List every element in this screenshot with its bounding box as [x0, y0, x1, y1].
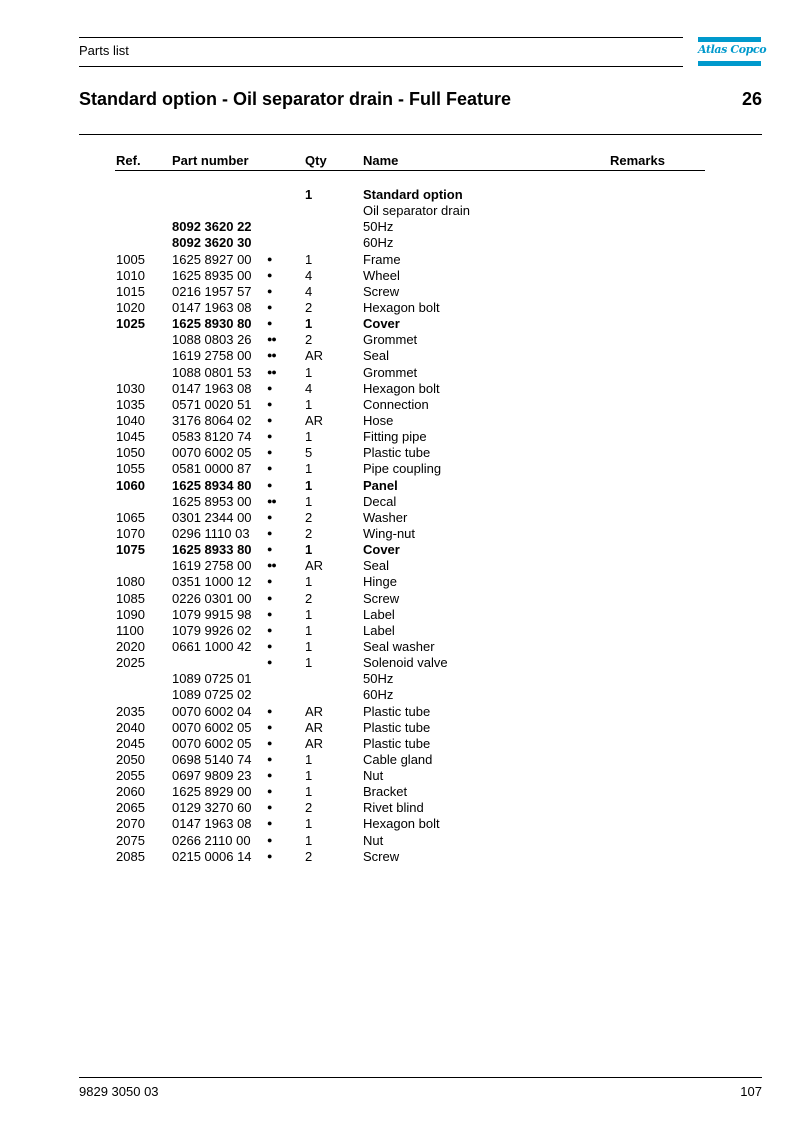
cell-name: Bracket [363, 784, 408, 800]
cell-name: Connection [363, 396, 429, 412]
cell-name: Seal washer [363, 638, 435, 654]
cell-part-number: 0581 0000 87 [172, 461, 252, 477]
cell-part-number: 1619 2758 00 [172, 558, 252, 574]
cell-part-number: 1079 9926 02 [172, 622, 252, 638]
cell-name: Grommet [363, 332, 418, 348]
cell-name: 60Hz [363, 687, 394, 703]
table-row [0, 429, 800, 445]
cell-qty: 1 [305, 622, 313, 638]
cell-name: Hexagon bolt [363, 816, 440, 832]
cell-qty: AR [305, 558, 324, 574]
table-row [0, 300, 800, 316]
level-indicator: ● [267, 253, 272, 264]
cell-name: Label [363, 606, 395, 622]
cell-part-number: 1088 0801 53 [172, 364, 252, 380]
cell-qty: 1 [305, 832, 313, 848]
level-indicator: ●● [267, 350, 276, 361]
cell-ref: 1100 [116, 622, 144, 638]
cell-qty: 1 [305, 251, 313, 267]
cell-name: Decal [363, 493, 397, 509]
cell-part-number: 1625 8953 00 [172, 493, 252, 509]
cell-part-number: 0301 2344 00 [172, 509, 252, 525]
table-row [0, 655, 800, 671]
table-row [0, 365, 800, 381]
table-row [0, 574, 800, 590]
level-indicator: ● [267, 737, 272, 748]
cell-qty: 1 [305, 429, 313, 445]
cell-name: Plastic tube [363, 719, 431, 735]
cell-ref: 1060 [116, 477, 145, 493]
cell-name: Cover [363, 542, 400, 558]
cell-part-number: 0216 1957 57 [172, 283, 252, 299]
cell-qty: 1 [305, 655, 313, 671]
logo-bar-bottom [698, 61, 761, 66]
document-number: 9829 3050 03 [79, 1084, 159, 1099]
table-row [0, 526, 800, 542]
cell-qty: 1 [305, 768, 313, 784]
cell-name: Solenoid valve [363, 655, 448, 671]
cell-ref: 1080 [116, 574, 145, 590]
cell-ref: 1070 [116, 525, 145, 541]
column-header-qty: Qty [305, 153, 327, 168]
cell-qty: AR [305, 703, 324, 719]
cell-ref: 1025 [116, 316, 145, 332]
cell-qty: 4 [305, 380, 313, 396]
cell-ref: 2035 [116, 703, 145, 719]
cell-part-number: 1088 0803 26 [172, 332, 252, 348]
cell-part-number: 1625 8929 00 [172, 784, 252, 800]
page-number: 107 [740, 1084, 762, 1099]
cell-name: Wheel [363, 267, 400, 283]
cell-qty: 2 [305, 525, 313, 541]
cell-name: Hexagon bolt [363, 380, 440, 396]
cell-ref: 1075 [116, 542, 145, 558]
table-row [0, 623, 800, 639]
footer-rule [79, 1077, 762, 1078]
header-rule-top [79, 37, 683, 38]
level-indicator: ● [267, 818, 272, 829]
level-indicator: ● [267, 657, 272, 668]
cell-ref: 1040 [116, 412, 145, 428]
table-row [0, 591, 800, 607]
table-row [0, 348, 800, 364]
cell-qty: 1 [305, 542, 313, 558]
title-rule [79, 134, 762, 135]
cell-part-number: 0661 1000 42 [172, 638, 252, 654]
level-indicator: ● [267, 527, 272, 538]
column-header-remarks: Remarks [610, 153, 665, 168]
cell-qty: 2 [305, 299, 313, 315]
cell-ref: 2055 [116, 768, 145, 784]
cell-ref: 1045 [116, 429, 145, 445]
table-row [0, 235, 800, 251]
table-row [0, 558, 800, 574]
cell-name: Screw [363, 848, 400, 864]
table-row [0, 252, 800, 268]
cell-ref: 2045 [116, 735, 145, 751]
level-indicator: ● [267, 431, 272, 442]
header-rule-bottom [79, 66, 683, 67]
table-row [0, 816, 800, 832]
cell-name: Hinge [363, 574, 397, 590]
cell-ref: 2060 [116, 784, 145, 800]
level-indicator: ● [267, 479, 272, 490]
level-indicator: ● [267, 834, 272, 845]
cell-ref: 1015 [116, 283, 145, 299]
cell-name: Plastic tube [363, 735, 431, 751]
cell-part-number: 0698 5140 74 [172, 751, 252, 767]
cell-part-number: 0266 2110 00 [172, 832, 251, 848]
cell-name: Hexagon bolt [363, 299, 440, 315]
level-indicator: ● [267, 463, 272, 474]
level-indicator: ● [267, 382, 272, 393]
cell-part-number: 1625 8935 00 [172, 267, 252, 283]
cell-name: Wing-nut [363, 525, 416, 541]
cell-ref: 1005 [116, 251, 145, 267]
cell-part-number: 8092 3620 30 [172, 235, 252, 251]
level-indicator: ● [267, 301, 272, 312]
cell-part-number: 3176 8064 02 [172, 412, 252, 428]
cell-part-number: 8092 3620 22 [172, 219, 252, 235]
cell-qty: 1 [305, 493, 313, 509]
cell-qty: 1 [305, 751, 313, 767]
cell-ref: 2025 [116, 655, 145, 671]
cell-part-number: 0147 1963 08 [172, 299, 252, 315]
cell-qty: AR [305, 412, 324, 428]
table-row [0, 413, 800, 429]
cell-ref: 2075 [116, 832, 145, 848]
section-number: 26 [741, 89, 762, 109]
level-indicator: ● [267, 414, 272, 425]
table-row [0, 720, 800, 736]
level-indicator: ● [267, 511, 272, 522]
level-indicator: ● [267, 770, 272, 781]
cell-part-number: 0571 0020 51 [172, 396, 252, 412]
cell-ref: 2050 [116, 751, 145, 767]
page-title: Standard option - Oil separator drain - Full Feature [79, 89, 512, 109]
cell-ref: 2020 [116, 638, 145, 654]
cell-name: Fitting pipe [363, 429, 427, 445]
table-row [0, 203, 800, 219]
table-row [0, 284, 800, 300]
logo-bar-top [698, 37, 761, 42]
cell-qty: 2 [305, 332, 313, 348]
cell-name: Rivet blind [363, 800, 424, 816]
cell-part-number: 0296 1110 03 [172, 525, 250, 541]
table-header-rule [115, 170, 705, 171]
level-indicator: ● [267, 285, 272, 296]
cell-qty: AR [305, 719, 324, 735]
cell-name: 50Hz [363, 671, 394, 687]
cell-name: Plastic tube [363, 445, 431, 461]
cell-name: Standard option [363, 187, 463, 202]
cell-qty: 1 [305, 316, 313, 332]
table-row [0, 219, 800, 235]
cell-qty: 2 [305, 848, 313, 864]
cell-ref: 1065 [116, 509, 145, 525]
level-indicator: ● [267, 721, 272, 732]
table-row [0, 784, 800, 800]
table-row [0, 187, 800, 203]
table-row [0, 397, 800, 413]
table-row [0, 461, 800, 477]
cell-qty: 1 [305, 816, 313, 832]
table-row [0, 607, 800, 623]
level-indicator: ● [267, 269, 272, 280]
parts-table-body [0, 187, 800, 865]
level-indicator: ● [267, 398, 272, 409]
cell-name: Panel [363, 477, 398, 493]
cell-name: Pipe coupling [363, 461, 442, 477]
cell-qty: 1 [305, 396, 313, 412]
column-header-ref: Ref. [116, 153, 141, 168]
cell-part-number: 0215 0006 14 [172, 848, 252, 864]
column-header-part-number: Part number [172, 153, 249, 168]
level-indicator: ● [267, 624, 272, 635]
level-indicator: ●● [267, 495, 276, 506]
cell-name: 60Hz [363, 235, 394, 251]
table-row [0, 268, 800, 284]
table-row [0, 800, 800, 816]
cell-name: Seal [363, 558, 390, 574]
level-indicator: ● [267, 592, 272, 603]
cell-qty: 1 [305, 638, 313, 654]
cell-part-number: 1089 0725 02 [172, 687, 252, 703]
cell-qty: 4 [305, 283, 313, 299]
table-header [0, 153, 800, 169]
level-indicator: ● [267, 850, 272, 861]
cell-name: Hose [363, 412, 394, 428]
cell-name: Cover [363, 316, 400, 332]
cell-name: Nut [363, 768, 384, 784]
level-indicator: ● [267, 544, 272, 555]
level-indicator: ● [267, 608, 272, 619]
cell-part-number: 0351 1000 12 [172, 574, 252, 590]
cell-qty: 1 [305, 606, 313, 622]
cell-part-number: 0070 6002 05 [172, 735, 252, 751]
cell-name: 50Hz [363, 219, 394, 235]
table-row [0, 494, 800, 510]
cell-ref: 1020 [116, 299, 145, 315]
cell-ref: 1010 [116, 267, 145, 283]
cell-part-number: 1619 2758 00 [172, 348, 252, 364]
cell-part-number: 0129 3270 60 [172, 800, 252, 816]
cell-part-number: 1079 9915 98 [172, 606, 252, 622]
table-row [0, 478, 800, 494]
cell-name: Oil separator drain [363, 203, 470, 219]
cell-part-number: 1625 8933 80 [172, 542, 252, 558]
cell-ref: 1055 [116, 461, 145, 477]
cell-part-number: 0070 6002 05 [172, 445, 252, 461]
level-indicator: ● [267, 705, 272, 716]
cell-qty: 1 [305, 574, 313, 590]
cell-ref: 1085 [116, 590, 145, 606]
level-indicator: ● [267, 576, 272, 587]
table-row [0, 316, 800, 332]
cell-name: Screw [363, 590, 400, 606]
cell-name: Label [363, 622, 395, 638]
table-row [0, 768, 800, 784]
table-row [0, 687, 800, 703]
level-indicator: ● [267, 318, 272, 329]
cell-qty: 1 [305, 477, 313, 493]
cell-part-number: 0226 0301 00 [172, 590, 252, 606]
table-row [0, 752, 800, 768]
cell-part-number: 0147 1963 08 [172, 816, 252, 832]
cell-ref: 1050 [116, 445, 145, 461]
table-row [0, 639, 800, 655]
cell-part-number: 0070 6002 04 [172, 703, 252, 719]
cell-name: Grommet [363, 364, 418, 380]
cell-name: Cable gland [363, 751, 433, 767]
cell-part-number: 1089 0725 01 [172, 671, 252, 687]
cell-qty: 2 [305, 590, 313, 606]
level-indicator: ●● [267, 366, 276, 377]
table-row [0, 445, 800, 461]
table-row [0, 704, 800, 720]
cell-part-number: 0697 9809 23 [172, 768, 252, 784]
cell-name: Seal [363, 348, 390, 364]
cell-ref: 2070 [116, 816, 145, 832]
cell-name: Washer [363, 509, 408, 525]
cell-part-number: 1625 8927 00 [172, 251, 252, 267]
cell-qty: AR [305, 348, 324, 364]
cell-ref: 1090 [116, 606, 145, 622]
atlas-copco-logo [698, 37, 767, 66]
cell-qty: 1 [305, 784, 313, 800]
cell-ref: 1035 [116, 396, 145, 412]
cell-name: Screw [363, 283, 400, 299]
cell-part-number: 1625 8934 80 [172, 477, 252, 493]
column-header-name: Name [363, 153, 399, 168]
cell-part-number: 1625 8930 80 [172, 316, 252, 332]
cell-name: Plastic tube [363, 703, 431, 719]
level-indicator: ● [267, 640, 272, 651]
cell-qty: 1 [305, 187, 313, 202]
table-row [0, 849, 800, 865]
cell-qty: 1 [305, 461, 313, 477]
level-indicator: ● [267, 786, 272, 797]
cell-qty: 2 [305, 800, 313, 816]
logo-text: Atlas Copco [698, 43, 767, 56]
cell-qty: 1 [305, 364, 313, 380]
cell-ref: 2085 [116, 848, 145, 864]
cell-ref: 1030 [116, 380, 145, 396]
table-row [0, 510, 800, 526]
level-indicator: ●● [267, 334, 276, 345]
cell-part-number: 0147 1963 08 [172, 380, 252, 396]
cell-part-number: 0583 8120 74 [172, 429, 252, 445]
cell-name: Nut [363, 832, 384, 848]
cell-qty: AR [305, 735, 324, 751]
table-row [0, 332, 800, 348]
table-row [0, 542, 800, 558]
cell-qty: 2 [305, 509, 313, 525]
cell-ref: 2065 [116, 800, 145, 816]
table-row [0, 381, 800, 397]
level-indicator: ● [267, 802, 272, 813]
cell-qty: 4 [305, 267, 313, 283]
level-indicator: ● [267, 447, 272, 458]
cell-name: Frame [363, 251, 401, 267]
table-row [0, 736, 800, 752]
table-row [0, 833, 800, 849]
cell-qty: 5 [305, 445, 313, 461]
level-indicator: ●● [267, 560, 276, 571]
cell-part-number: 0070 6002 05 [172, 719, 252, 735]
header-label: Parts list [79, 43, 129, 58]
table-row [0, 671, 800, 687]
level-indicator: ● [267, 753, 272, 764]
cell-ref: 2040 [116, 719, 145, 735]
